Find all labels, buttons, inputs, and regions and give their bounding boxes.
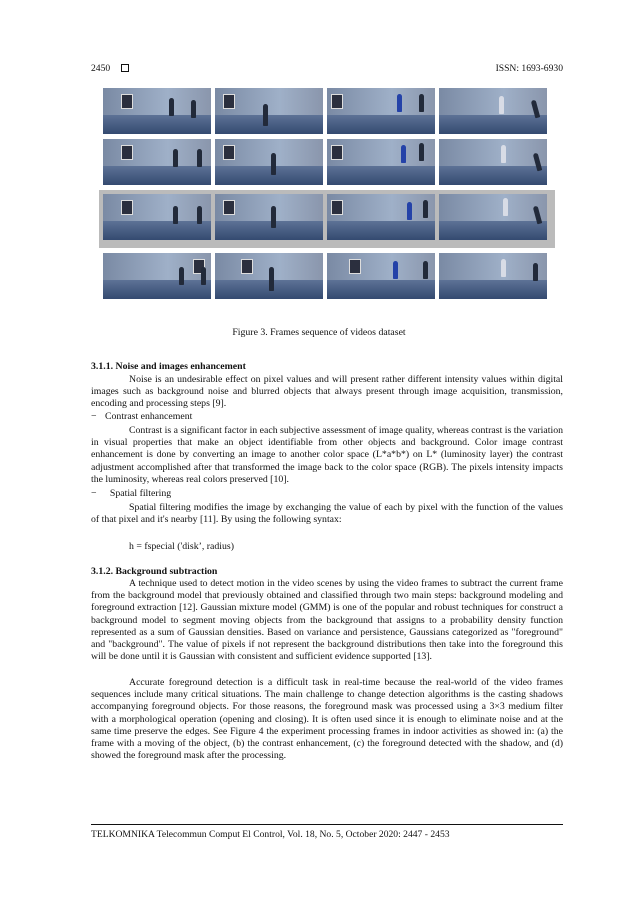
frame-image bbox=[215, 194, 323, 240]
frame-image bbox=[103, 253, 211, 299]
dash-icon: − bbox=[91, 411, 97, 422]
section-heading: 3.1.2. Background subtraction bbox=[91, 566, 218, 577]
paragraph: A technique used to detect motion in the video scenes by using the video frames to subtract the current frame from the background model that previously obtained and classified through two main steps: background modeling and foreground extraction [12]. Gaussian mixture model (GMM) is one of the popular and robust techniques for construct a background model to segment moving objects from the background that assigns to a probability density function represented as a sum of Gaussian densities. Based on variance and persistence, Gaussians categorized as "foreground" and "background". The value of pixels if not represent the background distributions then take into the foreground this will be done until it is Gaussian with consistent and sufficient evidence supported [13]. bbox=[91, 578, 563, 663]
section-312-heading bbox=[91, 566, 563, 578]
bullet-label: Spatial filtering bbox=[109, 488, 172, 499]
footer-text: TELKOMNIKA Telecommun Comput El Control, Vol. 18, No. 5, October 2020: 2447 - 2453 bbox=[91, 829, 450, 840]
section-311-heading bbox=[91, 361, 563, 373]
frame-row bbox=[99, 190, 555, 248]
syntax-line: h = fspecial ('disk’, radius) bbox=[129, 541, 234, 552]
frame-image bbox=[327, 88, 435, 134]
paragraph: Spatial filtering modifies the image by exchanging the value of each by pixel with the function of the values of that pixel and it's nearby [11]. By using the following syntax: bbox=[91, 502, 563, 526]
page-header bbox=[91, 63, 563, 77]
bullet-item bbox=[91, 411, 192, 422]
paragraph: Accurate foreground detection is a difficult task in real-time because the real-world of the video frames sequences include many critical situations. The main challenge to change detection algorithms is the casting shadows accompanying foreground objects. For those reasons, the foreground mask was processed using a 3×3 medium filter with a morphological operation (opening and closing). It is often used since it is enough to eliminate noise and at the same time preserve the edges. See Figure 4 the experiment processing frames in indoor activities as showed in: (a) the frame with a moving of the object, (b) the contrast enhancement, (c) the foreground detected with the shadow, and (d) showed the foreground mask after the processing. bbox=[91, 677, 563, 762]
frame-image bbox=[439, 88, 547, 134]
frame-image bbox=[327, 194, 435, 240]
frame-image bbox=[439, 139, 547, 185]
frame-image bbox=[439, 194, 547, 240]
frame-image bbox=[439, 253, 547, 299]
issn: ISSN: 1693-6930 bbox=[495, 63, 563, 74]
frame-row bbox=[103, 253, 551, 299]
frame-image bbox=[327, 139, 435, 185]
figure-caption: Figure 3. Frames sequence of videos dataset bbox=[232, 327, 406, 338]
frame-image bbox=[103, 194, 211, 240]
frames-figure bbox=[103, 88, 551, 304]
page-number: 2450 bbox=[91, 63, 111, 74]
square-icon bbox=[121, 64, 129, 72]
bullet-item bbox=[91, 488, 171, 499]
frame-image bbox=[215, 139, 323, 185]
frame-image bbox=[215, 253, 323, 299]
paragraph: Noise is an undesirable effect on pixel values and will present rather different intensity values within digital images such as background noise and blurred objects that always present through image acquisition, transmission, encoding and processing steps [9]. bbox=[91, 374, 563, 410]
frame-image bbox=[215, 88, 323, 134]
paragraph: Contrast is a significant factor in each subjective assessment of image quality, whereas contrast is the variation in visual properties that make an object identifiable from other objects and background. Color image contrast enhancement is done by converting an image to another color space (L*a*b*) on L* (luminosity layer) the contrast adjustment accomplished after that transformed the image back to the color space (RGB). The pixels intensity impacts the luminosity, whereas real colors preserved [10]. bbox=[91, 425, 563, 485]
bullet-label: Contrast enhancement bbox=[105, 411, 193, 422]
frame-row bbox=[103, 139, 551, 185]
frame-row bbox=[103, 88, 551, 134]
footer-rule bbox=[91, 824, 563, 825]
section-heading: 3.1.1. Noise and images enhancement bbox=[91, 361, 246, 372]
frame-image bbox=[327, 253, 435, 299]
dash-icon: − bbox=[91, 488, 97, 499]
frame-image bbox=[103, 88, 211, 134]
frame-image bbox=[103, 139, 211, 185]
